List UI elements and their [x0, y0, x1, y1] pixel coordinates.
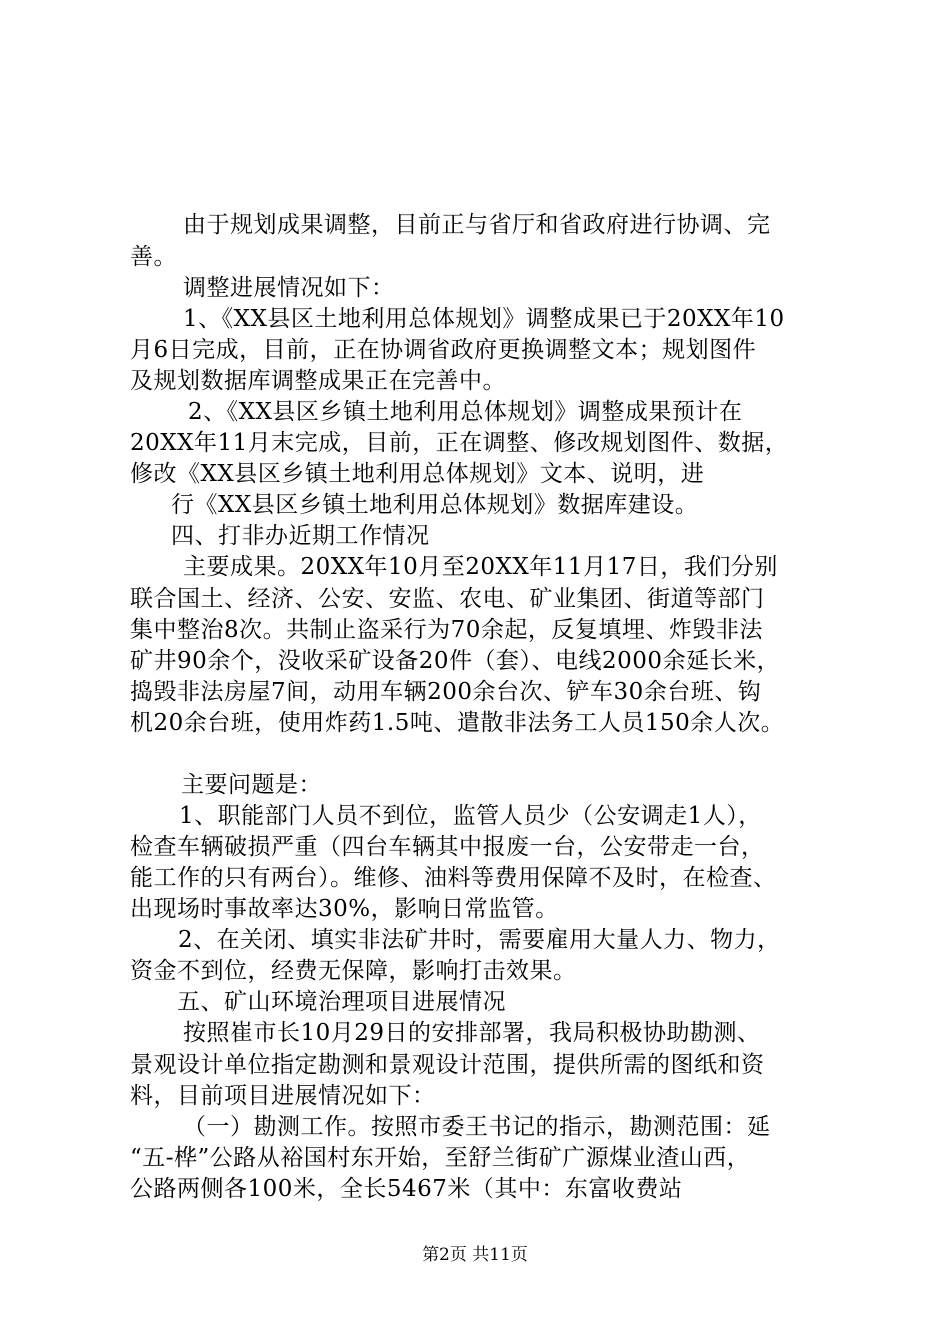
body-text-line: 善。	[130, 244, 177, 270]
body-text-line: 按照崔市长10月29日的安排部署，我局积极协助勘测、	[183, 1020, 761, 1046]
body-text-line: 及规划数据库调整成果正在完善中。	[130, 368, 506, 394]
body-text-line: 主要成果。20XX年10月至20XX年11月17日，我们分别	[183, 554, 778, 580]
body-text-line: 能工作的只有两台）。维修、油料等费用保障不及时，在检查、	[130, 865, 777, 891]
body-text-line: 主要问题是：	[181, 772, 322, 798]
body-text-line: 20XX年11月末完成，目前，正在调整、修改规划图件、数据，	[130, 430, 789, 456]
body-text-line: 集中整治8次。共制止盗采行为70余起，反复填埋、炸毁非法	[130, 617, 763, 643]
body-text-line: 捣毁非法房屋7间，动用车辆200余台次、铲车30余台班、钩	[130, 679, 762, 705]
body-text-line: 由于规划成果调整，目前正与省厅和省政府进行协调、完	[183, 212, 771, 238]
body-text-line: 月6日完成，目前，正在协调省政府更换调整文本；规划图件	[130, 337, 757, 363]
body-text-line: 行《XX县区乡镇土地利用总体规划》数据库建设。	[171, 492, 699, 518]
body-text-line: 景观设计单位指定勘测和景观设计范围，提供所需的图纸和资	[130, 1052, 765, 1078]
body-text-line: 资金不到位，经费无保障，影响打击效果。	[130, 958, 577, 984]
body-text-line: 联合国土、经济、公安、安监、农电、矿业集团、街道等部门	[130, 586, 765, 612]
body-text-line: （一）勘测工作。按照市委王书记的指示，勘测范围：延	[183, 1114, 771, 1140]
body-text-line: 矿井90余个，没收采矿设备20件（套）、电线2000余延长米，	[130, 648, 781, 674]
body-text-line: 修改《XX县区乡镇土地利用总体规划》文本、说明，进	[130, 461, 705, 487]
body-text-line: 1、职能部门人员不到位，监管人员少（公安调走1人），	[179, 803, 762, 829]
section-heading: 五、矿山环境治理项目进展情况	[177, 989, 506, 1015]
body-text-line: 出现场时事故率达30%，影响日常监管。	[130, 896, 559, 922]
body-text-line: “五-桦”公路从裕国村东开始，至舒兰街矿广源煤业渣山西，	[130, 1145, 751, 1171]
body-text-line: 2、在关闭、填实非法矿井时，需要雇用大量人力、物力，	[178, 927, 781, 953]
body-text-line: 公路两侧各100米，全长5467米（其中：东富收费站	[130, 1176, 683, 1202]
section-heading: 四、打非办近期工作情况	[171, 523, 430, 549]
body-text-line: 2、《XX县区乡镇土地利用总体规划》调整成果预计在	[188, 399, 743, 425]
body-text-line: 调整进展情况如下：	[183, 275, 395, 301]
page-number-footer: 第2页 共11页	[422, 1245, 528, 1265]
body-text-line: 机20余台班，使用炸药1.5吨、遣散非法务工人员150余人次。	[130, 710, 785, 736]
body-text-line: 料，目前项目进展情况如下：	[130, 1083, 436, 1109]
body-text-line: 检查车辆破损严重（四台车辆其中报废一台，公安带走一台，	[130, 834, 765, 860]
body-text-line: 1、《XX县区土地利用总体规划》调整成果已于20XX年10	[183, 306, 785, 332]
